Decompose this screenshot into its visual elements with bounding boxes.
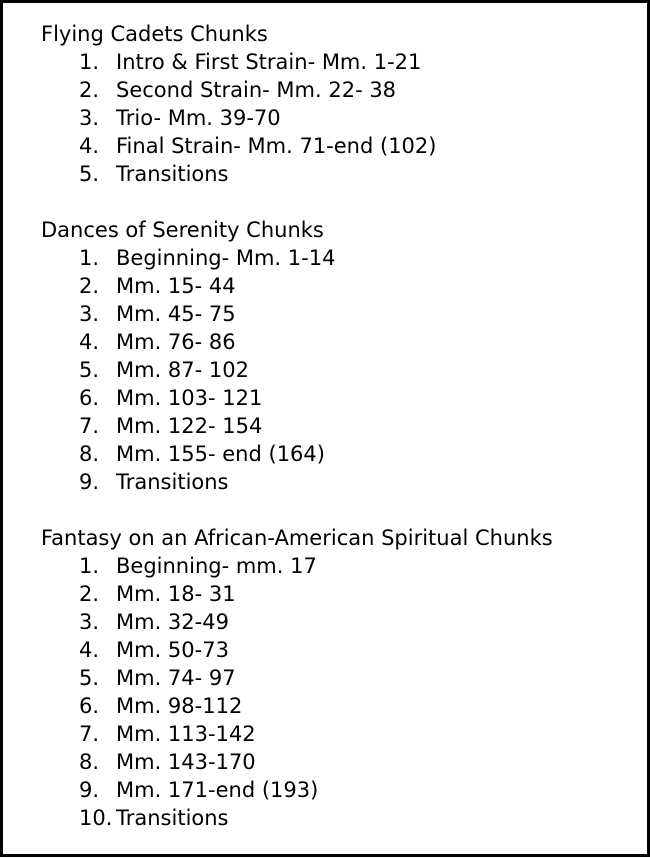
list-item	[41, 48, 637, 76]
item-text: Mm. 74- 97	[116, 666, 236, 690]
item-text: Mm. 122- 154	[116, 414, 263, 438]
item-text: Mm. 18- 31	[116, 582, 236, 606]
item-number: 8.	[79, 442, 100, 466]
item-text: Mm. 98-112	[116, 694, 243, 718]
list-item	[41, 776, 637, 804]
item-number: 2.	[79, 78, 100, 102]
item-text: Beginning- Mm. 1-14	[116, 246, 336, 270]
list-item	[41, 104, 637, 132]
item-text: Mm. 113-142	[116, 722, 256, 746]
list-item	[41, 132, 637, 160]
item-text: Trio- Mm. 39-70	[116, 106, 281, 130]
list-item	[41, 272, 637, 300]
list-item	[41, 468, 637, 496]
section-fantasy-spiritual	[41, 524, 637, 832]
item-number: 1.	[79, 246, 100, 270]
item-text: Mm. 50-73	[116, 638, 229, 662]
item-number: 7.	[79, 722, 100, 746]
list-item	[41, 356, 637, 384]
list-item	[41, 720, 637, 748]
chunk-list	[41, 48, 637, 188]
list-item	[41, 244, 637, 272]
list-item	[41, 804, 637, 832]
item-text: Second Strain- Mm. 22- 38	[116, 78, 397, 102]
item-text: Mm. 87- 102	[116, 358, 249, 382]
item-number: 10.	[79, 806, 113, 830]
list-item	[41, 552, 637, 580]
item-number: 2.	[79, 274, 100, 298]
list-item	[41, 664, 637, 692]
item-number: 3.	[79, 610, 100, 634]
list-item	[41, 300, 637, 328]
item-number: 1.	[79, 50, 100, 74]
item-text: Transitions	[116, 470, 229, 494]
section-flying-cadets	[41, 20, 637, 188]
item-text: Transitions	[116, 806, 229, 830]
item-number: 4.	[79, 330, 100, 354]
item-number: 2.	[79, 582, 100, 606]
item-number: 3.	[79, 106, 100, 130]
item-text: Mm. 15- 44	[116, 274, 236, 298]
item-text: Transitions	[116, 162, 229, 186]
item-number: 5.	[79, 666, 100, 690]
list-item	[41, 636, 637, 664]
chunk-list	[41, 552, 637, 832]
item-text: Intro & First Strain- Mm. 1-21	[116, 50, 422, 74]
list-item	[41, 440, 637, 468]
list-item	[41, 748, 637, 776]
item-number: 9.	[79, 470, 100, 494]
list-item	[41, 608, 637, 636]
list-item	[41, 160, 637, 188]
item-number: 6.	[79, 386, 100, 410]
document-content	[41, 20, 637, 860]
item-number: 1.	[79, 554, 100, 578]
item-number: 9.	[79, 778, 100, 802]
section-title: Flying Cadets Chunks	[41, 22, 268, 46]
chunk-list	[41, 244, 637, 496]
section-title: Dances of Serenity Chunks	[41, 218, 324, 242]
item-text: Mm. 143-170	[116, 750, 256, 774]
list-item	[41, 412, 637, 440]
list-item	[41, 580, 637, 608]
list-item	[41, 328, 637, 356]
item-text: Mm. 171-end (193)	[116, 778, 319, 802]
section-title: Fantasy on an African-American Spiritual Chunks	[41, 526, 553, 550]
item-text: Mm. 155- end (164)	[116, 442, 325, 466]
item-text: Mm. 45- 75	[116, 302, 236, 326]
item-number: 5.	[79, 358, 100, 382]
item-number: 7.	[79, 414, 100, 438]
item-number: 3.	[79, 302, 100, 326]
item-number: 4.	[79, 134, 100, 158]
item-number: 5.	[79, 162, 100, 186]
item-text: Mm. 103- 121	[116, 386, 263, 410]
item-number: 8.	[79, 750, 100, 774]
list-item	[41, 692, 637, 720]
list-item	[41, 384, 637, 412]
item-text: Mm. 32-49	[116, 610, 229, 634]
item-text: Final Strain- Mm. 71-end (102)	[116, 134, 437, 158]
item-number: 6.	[79, 694, 100, 718]
item-number: 4.	[79, 638, 100, 662]
section-dances-of-serenity	[41, 216, 637, 496]
item-text: Beginning- mm. 17	[116, 554, 317, 578]
item-text: Mm. 76- 86	[116, 330, 236, 354]
list-item	[41, 76, 637, 104]
